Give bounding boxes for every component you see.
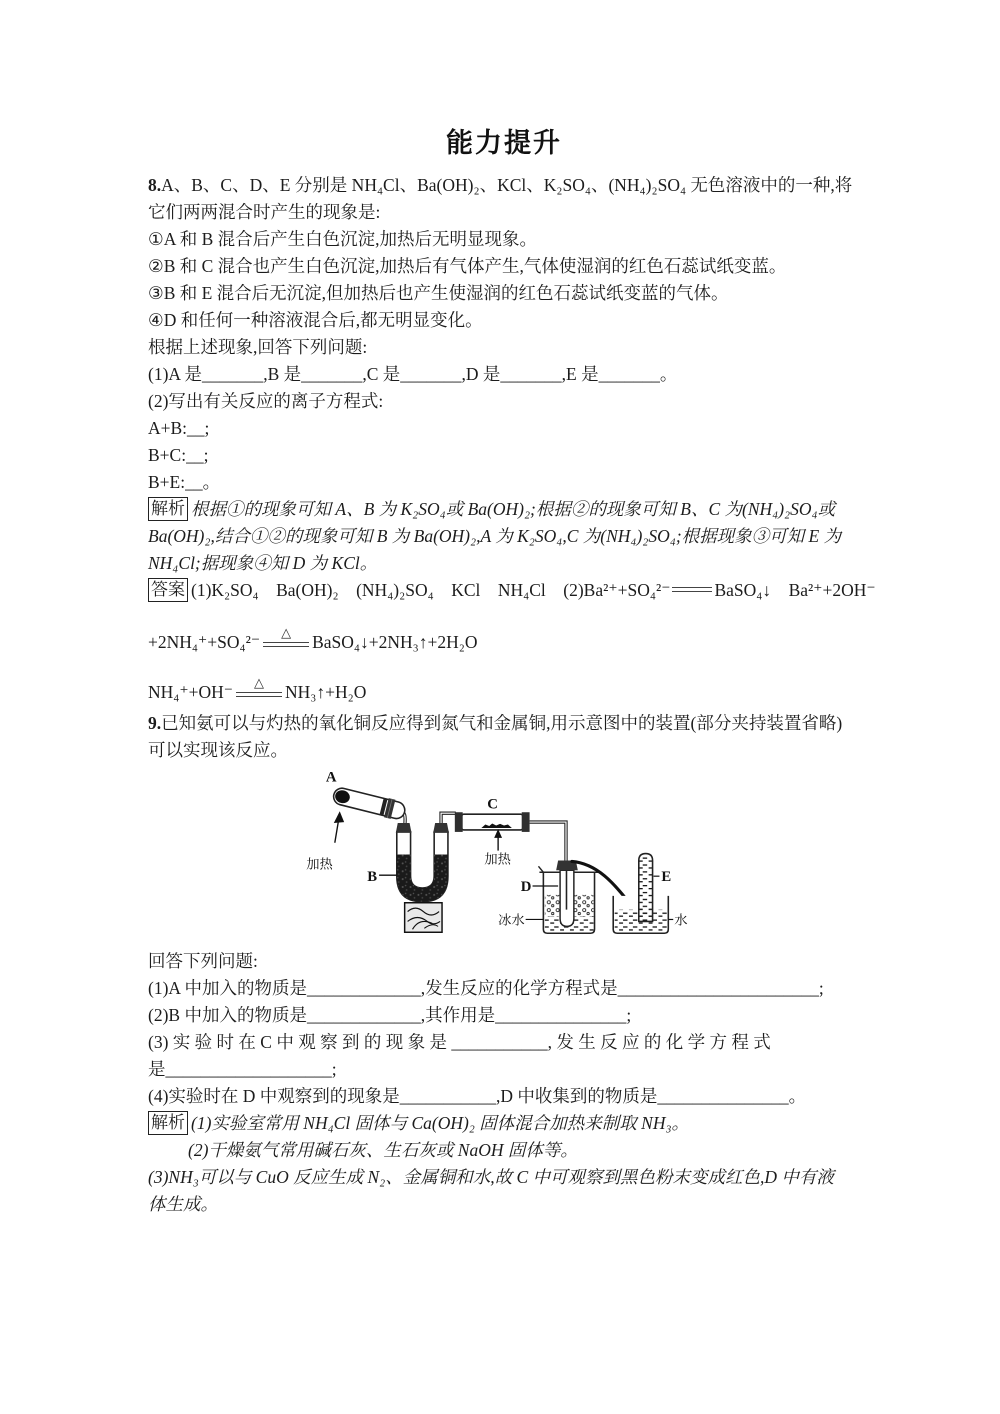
q9-analysis-text1: (1)实验室常用 NH₄Cl 固体与 Ca(OH)₂ 固体混合加热来制取 NH₃。 xyxy=(191,1113,690,1133)
answer-badge: 答案 xyxy=(148,578,188,602)
q9-stem-text1: 已知氨可以与灼热的氧化铜反应得到氮气和金属铜,用示意图中的装置(部分夹持装置省略) xyxy=(161,713,843,733)
ice-water-label: 冰水 xyxy=(498,912,525,928)
heat-label-a: 加热 xyxy=(306,856,333,872)
q9-blank-line3b: 是___________________; xyxy=(148,1059,337,1079)
q8-equation-ab: A+B:__; xyxy=(148,418,210,438)
q8-ask-line: 根据上述现象,回答下列问题: xyxy=(148,337,368,357)
q8-analysis-line1 xyxy=(148,496,860,523)
heated-equals-sign xyxy=(236,678,282,697)
tube-b-to-c xyxy=(441,813,456,823)
q8-equation-be: B+E:__。 xyxy=(148,472,221,492)
equation2-right: BaSO₄↓+2NH₃↑+2H₂O xyxy=(312,632,478,652)
heat-label-c: 加热 xyxy=(484,851,511,867)
equation2-left: +2NH₄⁺+SO₄²⁻ xyxy=(148,632,261,652)
q8-answer-part1: (1)K₂SO₄ Ba(OH)₂ (NH₄)₂SO₄ KCl NH₄Cl (2)Ba²⁺+SO₄²⁻ xyxy=(191,580,671,600)
q8-stem-text1: A、B、C、D、E 分别是 NH₄Cl、Ba(OH)₂、KCl、K₂SO₄、(NH₄)₂SO₄ 无色溶液中的一种,将 xyxy=(161,175,853,195)
collection-tube-e xyxy=(639,854,653,922)
q9-stem-line2: 可以实现该反应。 xyxy=(148,740,288,760)
tube-c-to-d xyxy=(530,822,566,862)
stopper-c-right xyxy=(522,812,530,832)
apparatus-diagram xyxy=(295,766,715,948)
q8-answer-equation3 xyxy=(148,654,860,704)
q8-observation-4: ④D 和任何一种溶液混合后,都无明显变化。 xyxy=(148,310,483,330)
page-title: 能力提升 xyxy=(446,128,562,158)
q9-analysis-line3: (3)NH₃可以与 CuO 反应生成 N₂、金属铜和水,故 C 中可观察到黑色粉末变成红色,D 中有液 xyxy=(148,1167,834,1187)
q9-stem-line1 xyxy=(148,710,860,737)
q9-blank-line2: (2)B 中加入的物质是_____________,其作用是_______________; xyxy=(148,1005,632,1025)
double-line xyxy=(263,642,309,647)
analysis-badge: 解析 xyxy=(148,497,188,521)
label-b: B xyxy=(367,869,378,886)
q9-blank-line3a: (3) 实 验 时 在 C 中 观 察 到 的 现 象 是 ___________, 发 生 反 应 的 化 学 方 程 式 xyxy=(148,1032,771,1052)
q9-analysis-line2: (2)干燥氨气常用碱石灰、生石灰或 NaOH 固体等。 xyxy=(188,1140,578,1160)
q8-answer-line xyxy=(148,577,876,604)
label-d: D xyxy=(520,878,532,895)
q9-ask-line: 回答下列问题: xyxy=(148,951,258,971)
u-tube-b xyxy=(396,823,449,902)
q9-analysis-line4: 体生成。 xyxy=(148,1194,218,1214)
q8-analysis-line2: Ba(OH)₂,结合①②的现象可知 B 为 Ba(OH)₂,A 为 K₂SO₄,C 为(NH₄)₂SO₄;根据现象③可知 E 为 xyxy=(148,526,842,546)
delta-symbol: △ xyxy=(281,626,292,641)
apparatus-svg xyxy=(295,766,715,948)
q8-analysis-text1: 根据①的现象可知 A、B 为 K₂SO₄或 Ba(OH)₂;根据②的现象可知 B、C 为(NH₄)₂SO₄或 xyxy=(191,499,836,519)
q9-analysis-line1 xyxy=(148,1110,860,1137)
analysis-badge: 解析 xyxy=(148,1111,188,1135)
stopper-b-right xyxy=(433,823,449,833)
test-tube-a xyxy=(331,785,406,822)
q8-stem-line1 xyxy=(148,172,860,199)
reaction-tube-c xyxy=(455,812,530,832)
test-tube-d xyxy=(556,860,578,926)
label-e: E xyxy=(661,869,672,886)
water-label: 水 xyxy=(674,912,688,928)
heated-equals-sign xyxy=(263,628,309,647)
delta-symbol: △ xyxy=(254,676,264,691)
q8-observation-1: ①A 和 B 混合后产生白色沉淀,加热后无明显现象。 xyxy=(148,229,538,249)
q8-analysis-line3: NH₄Cl;据现象④知 D 为 KCl。 xyxy=(148,553,378,573)
q8-blank-line2: (2)写出有关反应的离子方程式: xyxy=(148,391,384,411)
equation3-left: NH₄⁺+OH⁻ xyxy=(148,682,233,702)
label-c: C xyxy=(487,796,498,813)
q8-observation-2: ②B 和 C 混合也产生白色沉淀,加热后有气体产生,气体使湿润的红色石蕊试纸变蓝。 xyxy=(148,256,787,276)
q8-equation-bc: B+C:__; xyxy=(148,445,209,465)
double-line xyxy=(236,692,282,697)
q9-number: 9. xyxy=(148,713,162,733)
q8-answer-part2: BaSO₄↓ Ba²⁺+2OH⁻ xyxy=(714,580,876,600)
equation3-right: NH₃↑+H₂O xyxy=(285,682,367,702)
stopper-b-left xyxy=(396,823,412,833)
q8-observation-3: ③B 和 E 混合后无沉淀,但加热后也产生使湿润的红色石蕊试纸变蓝的气体。 xyxy=(148,283,729,303)
equals-double-line xyxy=(672,587,712,592)
q9-blank-line4: (4)实验时在 D 中观察到的现象是___________,D 中收集到的物质是_______________。 xyxy=(148,1086,807,1106)
stopper-c-left xyxy=(455,812,463,832)
q9-blank-line1: (1)A 中加入的物质是_____________,发生反应的化学方程式是_______________________; xyxy=(148,978,824,998)
label-a: A xyxy=(325,769,337,786)
q8-answer-equation2 xyxy=(148,604,860,654)
page-content xyxy=(148,126,876,1218)
q8-blank-line1: (1)A 是_______,B 是_______,C 是_______,D 是_______,E 是_______。 xyxy=(148,364,678,384)
q8-stem-line2: 它们两两混合时产生的现象是: xyxy=(148,202,381,222)
q8-number: 8. xyxy=(148,175,162,195)
wood-block xyxy=(405,903,442,933)
